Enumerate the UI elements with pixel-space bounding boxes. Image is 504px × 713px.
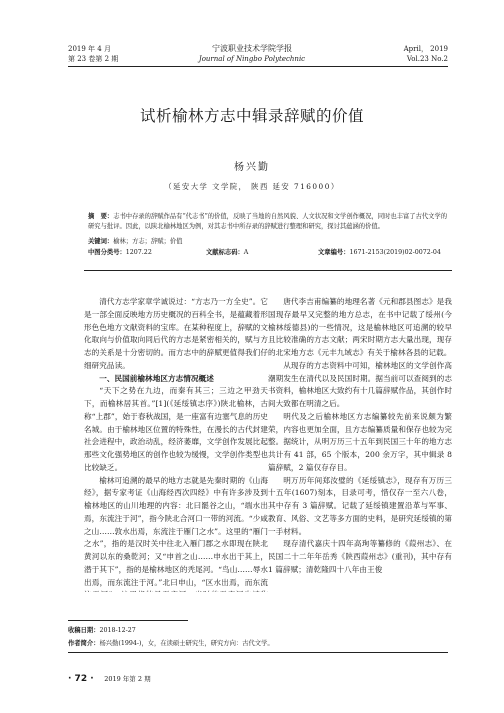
page-number-line	[68, 674, 151, 684]
header-rule	[68, 66, 448, 67]
journal-name-cn: 宁波职业技术学院学报	[212, 44, 292, 53]
author-affiliation: （延安大学 文学院， 陕西 延安 716000）	[164, 182, 340, 191]
received-date	[68, 625, 136, 634]
body-column-right	[268, 296, 452, 592]
page-number: · 72 ·	[68, 674, 94, 684]
journal-volume-english: Vol.23 No.2	[406, 55, 448, 63]
received-label: 收稿日期：	[68, 627, 100, 634]
body-column-left	[84, 296, 268, 592]
keywords-label: 关键词：	[88, 238, 114, 245]
body-paragraph: 明万历年间郑汝璧的《延绥镇志》，现存有万历三十五年(1607)刻本，目录可考，惜仅存一至六八卷，其中存有 3 篇辞赋。记载了延绥镇建置沿革与军事、教育、风俗、文艺等多方面的史料，是研究延绥镇的第一手材料。	[268, 475, 452, 536]
author-bio-label: 作者简介：	[68, 640, 100, 647]
body-paragraph: 榆林可追溯的最早的地方志就是先秦时期的《山海经》，据专家考证《山海经西次四经》中有许多涉及到榆林地区的山川地理的内容：北曰罷谷之山，“端水出焉，东流注于河”，指今陕北合河口一带的河流。“少咸之山……敦水出焉，东流注于雁门之水”。这里的“雁门之水”，指的是汉时关中往北入雁门郡之水即现在陕北黄河以东的桑乾河；又“申首之山……申水出于其上，潜于其下”，指的是榆林地区的秃尾河。“鸟山……辱水出焉，而东流注于河。”北曰申山，“区水出焉，而东流	[84, 475, 268, 587]
journal-date-en	[404, 44, 448, 64]
body-paragraph: 从现存的方志资料中可知，榆林地区的文学创作高潮期发生在清代以及民国时期。据当前可以查阅到的志书资料，榆林地区大致约有十几篇辞赋作品，其创作时间大致都在明清之后。	[268, 360, 452, 408]
article-number	[318, 247, 441, 256]
author-bio	[68, 638, 274, 647]
journal-date-english: April， 2019	[403, 45, 448, 53]
art-value: 1671-2153(2019)02-0072-04	[349, 249, 441, 256]
art-label: 文章编号：	[318, 249, 350, 256]
journal-name-en: Journal of Ningbo Polytechnic	[198, 55, 306, 63]
section-heading: 一、民国前榆林地区方志情况概述	[99, 373, 214, 383]
journal-date: 2019 年 4 月	[68, 45, 111, 53]
doc-label: 文献标志码：	[206, 249, 244, 256]
body-paragraph: 清代方志学家章学诚说过：“方志乃一方全史”。它是一部全面反映地方历史概况的百科全书，是蕴藏着形形色色地方文献资料的宝库。在某种程度上，辞赋的文化取向与价值取向同后代的方志是紧密相关的，赋与方志的关系是十分密切的。而方志中的辞赋更值得我们仔细研究品读。	[84, 297, 268, 370]
keywords-text: 榆林；方志；辞赋；价值	[113, 238, 183, 245]
article-author: 杨兴勤	[234, 162, 270, 173]
body-paragraph: 明代及之后榆林地区方志编纂较先前来说颇为繁荣，内容也更加全面，且方志编纂质量和保存也较为完整。据统计，从明万历三十五年到民国三十年的地方志共计有 41 部，65 个版本，200 余万字，其中辑录 8 篇辞赋，2 篇仅存存目。	[268, 411, 452, 472]
issue-label: 2019 年第 2 期	[104, 675, 151, 683]
received-value: 2018-12-27	[99, 627, 136, 634]
body-paragraph: 现存清代嘉庆十四年高珣等纂修的《葭州志》、在民国二十二年年岳秀《陕西葭州志》(重刊)，其中存有 1 篇辞赋；清乾隆四十八年由王俊	[268, 539, 452, 574]
document-code	[206, 247, 248, 256]
abstract-label: 摘 要：	[88, 213, 114, 220]
clc-value: 1207.22	[125, 249, 152, 256]
doc-value: A	[243, 249, 249, 256]
keywords	[88, 237, 448, 247]
clc-code	[88, 247, 152, 256]
body-paragraph: 唐代李吉甫编纂的地理名著《元和郡县图志》是我国现存最早又完整的地方总志，在书中记载了绥州(今榆林绥德县)的一些情况，这是榆林地区可追溯的较早且比较准确的方志文献；两宋时期方志大量出现，现存的北宋地方志《元丰九域志》有关于榆林各县的记载。	[268, 297, 452, 357]
body-paragraph: “天下之势在九边，而秦有其三；三边之甲劲天下，而榆林居其首。”[1](《延绥镇志序》)陕北榆林，古称“上郡”，始于春秋战国，是一座富有边塞气息的历史名城。由于榆林地区位置的特殊性，在漫长的古代封建社会进程中，政治动乱，经济萎靡，文学创作发展比起那些文化强势地区的创作也较为缓慢，文学创作类型也比较缺乏。	[84, 386, 268, 472]
clc-label: 中图分类号：	[88, 249, 126, 256]
article-title: 试析榆林方志中辑录辞赋的价值	[139, 107, 364, 125]
footnote-rule	[68, 620, 188, 621]
footer-rule	[68, 652, 448, 653]
journal-volume: 第 23 卷第 2 期	[68, 55, 119, 63]
abstract	[88, 212, 448, 232]
author-bio-value: 杨兴勤(1994-)，女，在读硕士研究生，研究方向：古代文学。	[99, 640, 274, 647]
abstract-text: 志书中存录的辞赋作品有“代志书”的价值，反映了当地的自然风貌、人文状况和文学创作概况，同时也丰富了古代文学的研究与批评。因此，以陕北榆林地区为例，对其志书中所存录的辞赋进行整理和研究，探讨其蕴涵的价值。	[88, 213, 448, 230]
abstract-rule	[84, 270, 452, 271]
